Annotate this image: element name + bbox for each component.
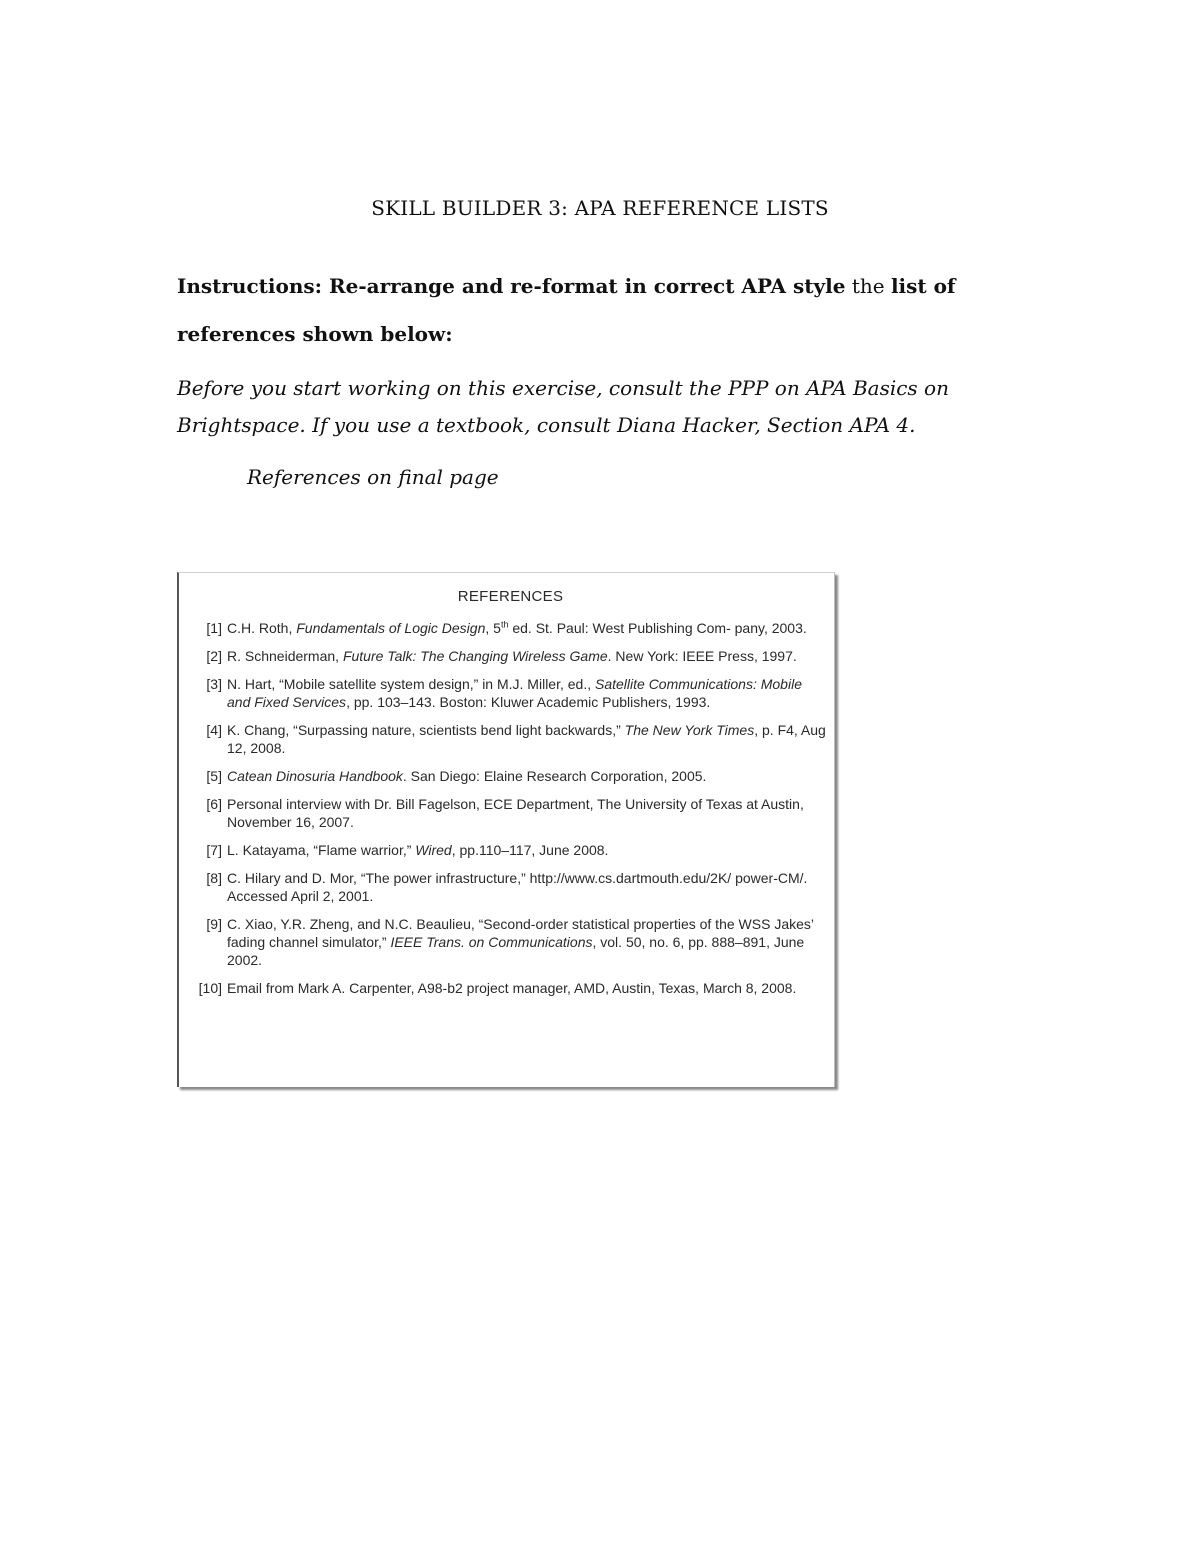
reference-number: [8] xyxy=(206,870,222,886)
reference-superscript: th xyxy=(500,619,509,630)
reference-text: C.H. Roth, xyxy=(227,620,297,636)
reference-title: IEEE Trans. on Communications xyxy=(390,934,593,950)
reference-title: Wired xyxy=(415,842,452,858)
page-title: SKILL BUILDER 3: APA REFERENCE LISTS xyxy=(371,196,829,220)
references-image xyxy=(177,572,835,1087)
reference-title: Catean Dinosuria Handbook xyxy=(227,768,403,784)
reference-text: , 5 xyxy=(485,620,501,636)
reference-item-7 xyxy=(179,841,834,859)
reference-text: ed. St. Paul: West Publishing Com- pany, 2003. xyxy=(508,620,807,636)
reference-item-2 xyxy=(179,647,834,665)
reference-title: Fundamentals of Logic Design xyxy=(296,620,486,636)
reference-item-6 xyxy=(179,795,834,831)
reference-text: , pp.110–117, June 2008. xyxy=(451,842,609,858)
reference-text: Personal interview with Dr. Bill Fagelson, ECE Department, The University of Texas at Austin, November 16, 2007. xyxy=(227,796,804,830)
reference-number: [5] xyxy=(206,768,222,784)
instructions-text-normal: the xyxy=(845,274,891,298)
reference-item-1 xyxy=(179,619,834,637)
reference-text: R. Schneiderman, xyxy=(227,648,343,664)
reference-text: L. Katayama, “Flame warrior,” xyxy=(227,842,416,858)
reference-text: K. Chang, “Surpassing nature, scientists bend light backwards,” xyxy=(227,722,625,738)
reference-text: , p. F4, Aug 12, 2008. xyxy=(227,722,826,756)
reference-item-9 xyxy=(179,915,834,969)
reference-item-3 xyxy=(179,675,834,711)
reference-number: [10] xyxy=(198,980,222,996)
reference-item-8 xyxy=(179,869,834,905)
instructions-text-bold-end: list of references shown below: xyxy=(177,274,956,346)
note-paragraph xyxy=(177,370,1037,444)
instructions-text-bold: Instructions: Re-arrange and re-format in correct APA style xyxy=(177,274,846,298)
reference-text: . New York: IEEE Press, 1997. xyxy=(607,648,797,664)
reference-title: The New York Times xyxy=(624,722,755,738)
reference-number: [7] xyxy=(206,842,222,858)
reference-text: Email from Mark A. Carpenter, A98-b2 project manager, AMD, Austin, Texas, March 8, 2008. xyxy=(227,980,797,996)
reference-text: N. Hart, “Mobile satellite system design,” in M.J. Miller, ed., xyxy=(227,676,595,692)
references-heading: REFERENCES xyxy=(457,588,564,605)
reference-text: , pp. 103–143. Boston: Kluwer Academic Publishers, 1993. xyxy=(346,694,711,710)
references-list xyxy=(179,619,834,997)
reference-title: Satellite Communications: Mobile and Fixed Services xyxy=(227,676,802,710)
note-line-1: Before you start working on this exercise, consult the PPP on APA Basics on xyxy=(177,376,949,400)
reference-text: C. Hilary and D. Mor, “The power infrastructure,” http://www.cs.dartmouth.edu/2K/ power-CM/. Accessed April 2, 2001. xyxy=(227,870,808,904)
reference-text: . San Diego: Elaine Research Corporation, 2005. xyxy=(402,768,707,784)
reference-item-4 xyxy=(179,721,834,757)
reference-item-5 xyxy=(179,767,834,785)
reference-text: C. Xiao, Y.R. Zheng, and N.C. Beaulieu, “Second-order statistical properties of the WSS Jakes’ fading channel simulator,” xyxy=(227,916,814,950)
instructions-paragraph xyxy=(177,262,1037,358)
reference-title: Future Talk: The Changing Wireless Game xyxy=(342,648,608,664)
note-line-2: Brightspace. If you use a textbook, consult Diana Hacker, Section APA 4. xyxy=(177,413,916,437)
reference-number: [4] xyxy=(206,722,222,738)
reference-item-10 xyxy=(179,979,834,997)
reference-text: , vol. 50, no. 6, pp. 888–891, June 2002. xyxy=(227,934,805,968)
reference-number: [1] xyxy=(206,620,222,636)
reference-number: [6] xyxy=(206,796,222,812)
reference-number: [9] xyxy=(206,916,222,932)
final-page-note: References on final page xyxy=(247,465,499,489)
reference-number: [2] xyxy=(206,648,222,664)
reference-number: [3] xyxy=(206,676,222,692)
